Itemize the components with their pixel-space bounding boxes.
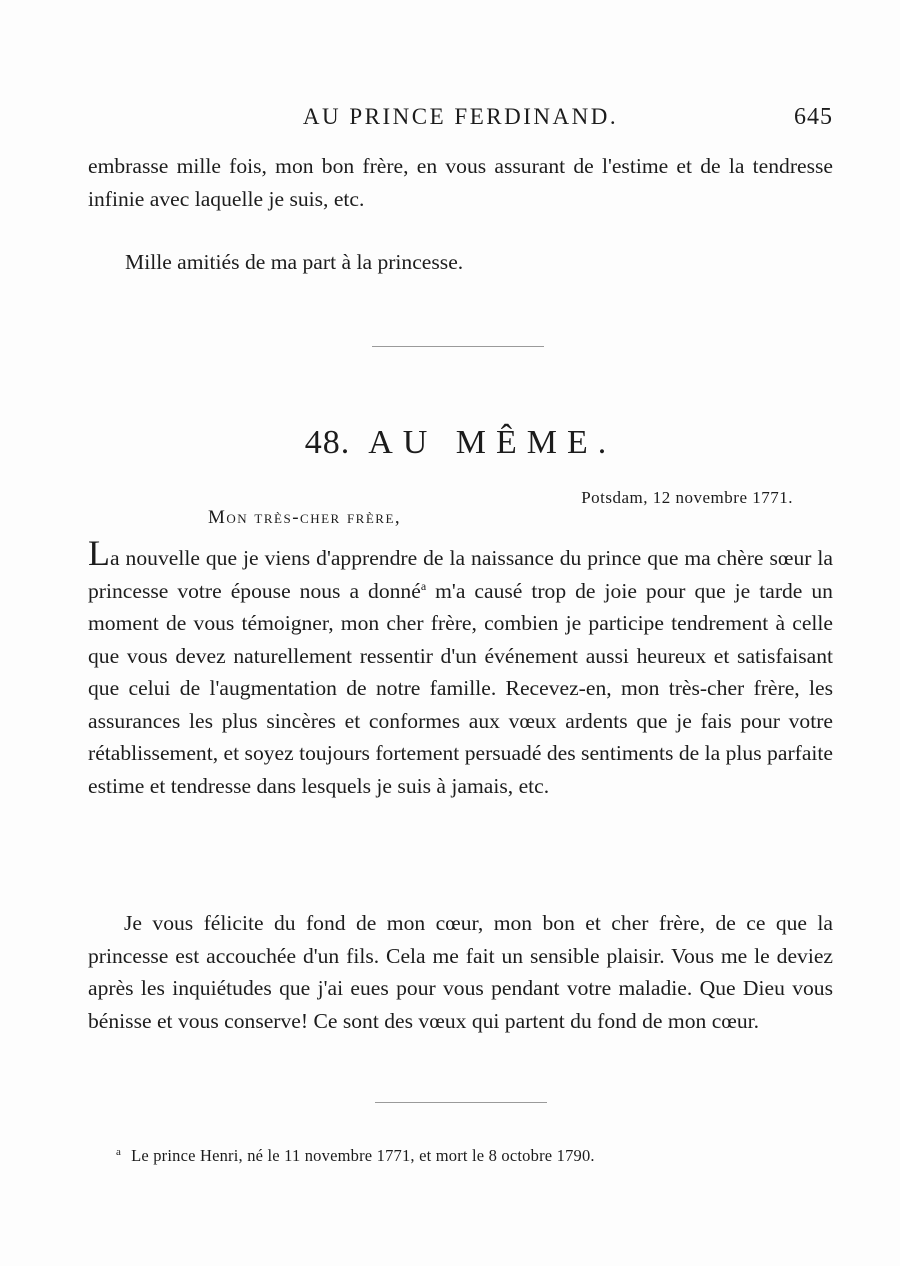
footnote-label: a <box>116 1145 122 1158</box>
letter-second-paragraph: Je vous félicite du fond de mon cœur, mon bon et cher frère, de ce que la princesse est accouchée d'un fils. Cela me fait un sensible plaisir. Vous me le deviez après les inquiétudes que j'ai eues pour vous pendant votre maladie. Que Dieu vous bénisse et vous conserve! Ce sont des vœux qui partent du fond de mon cœur. <box>88 911 833 1033</box>
letter-addressee: AU MÊME. <box>368 424 617 461</box>
letter-body-text-2: m'a causé trop de joie pour que je tarde un moment de vous témoigner, mon cher frère, combien je participe tendrement à celle que vous devez naturellement ressentir d'un événement aussi heureux et satisfaisant que celui de l'augmentation de notre famille. Recevez-en, mon très-cher frère, les assurances les plus sincères et conformes aux vœux ardents que je fais pour votre rétablissement, et soyez toujours fortement persuadé des sentiments de la plus parfaite estime et tendresse dans lesquels je suis à jamais, etc. <box>88 578 833 798</box>
postscript: Mille amitiés de ma part à la princesse. <box>125 250 464 274</box>
footnote-text: Le prince Henri, né le 11 novembre 1771, et mort le 8 octobre 1790. <box>131 1146 595 1165</box>
letter-body-text-1: a nouvelle que je viens d'apprendre de la naissance du prince que ma chère sœur la princesse votre épouse nous a donné <box>88 546 833 603</box>
drop-cap: L <box>88 533 110 573</box>
letter-number: 48. <box>304 424 351 461</box>
footnote <box>116 1146 595 1166</box>
letter-heading <box>88 424 833 462</box>
page-number: 645 <box>794 104 833 130</box>
running-title: AU PRINCE FERDINAND. <box>302 104 619 129</box>
footnote-reference[interactable]: a <box>420 578 427 593</box>
letter-body <box>88 533 833 802</box>
continued-paragraph: embrasse mille fois, mon bon frère, en vous assurant de l'estime et de la tendresse infinie avec laquelle je suis, etc. <box>88 154 833 211</box>
section-divider-bottom <box>375 1102 547 1103</box>
book-page <box>88 0 833 1266</box>
letter-salutation: Mon très-cher frère, <box>208 507 402 528</box>
section-divider <box>372 346 544 347</box>
running-head <box>88 104 833 138</box>
letter-place-date: Potsdam, 12 novembre 1771. <box>581 488 793 507</box>
